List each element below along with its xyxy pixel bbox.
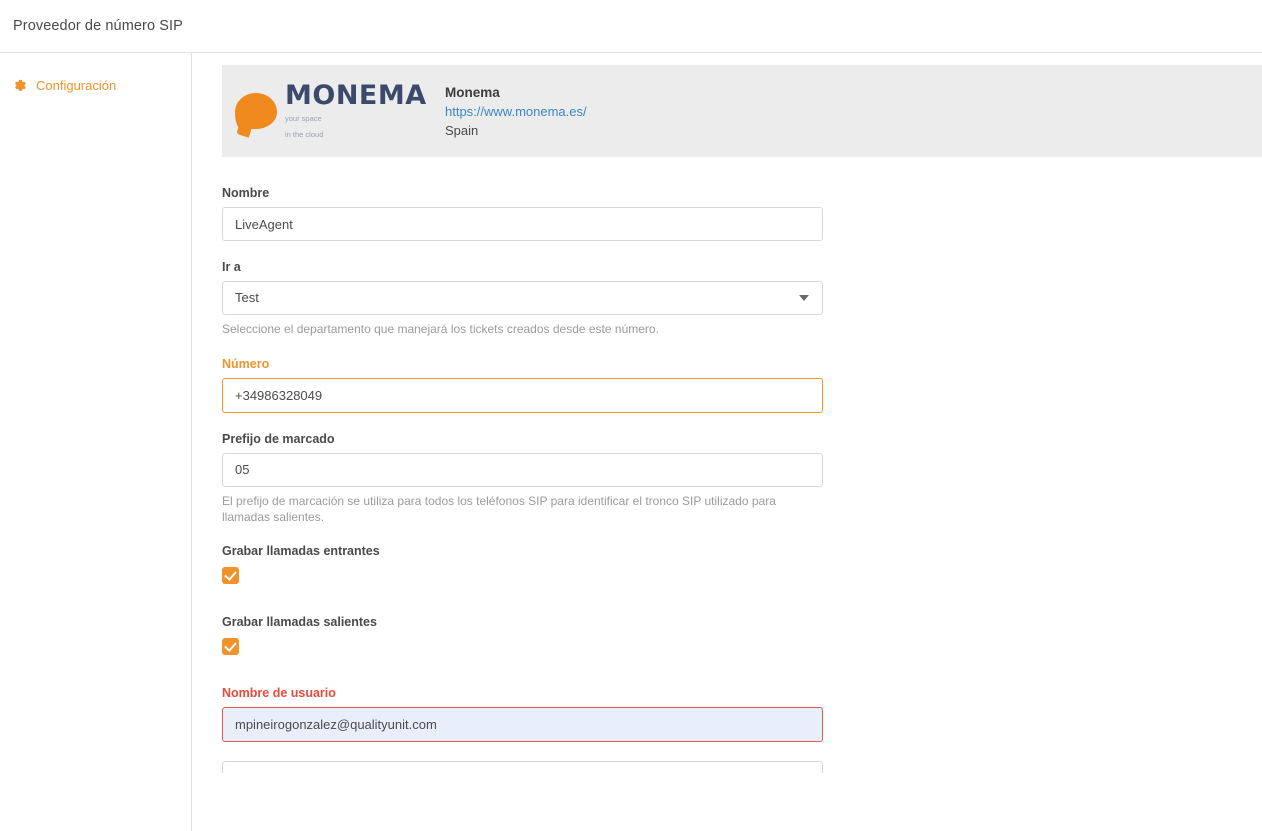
sidebar-item-label: Configuración xyxy=(36,78,117,93)
provider-country: Spain xyxy=(445,122,479,138)
label-nombre: Nombre xyxy=(222,186,270,200)
field-prefijo-marcado xyxy=(222,432,1262,526)
hint-ir-a: Seleccione el departamento que manejará los tickets creados desde este número. xyxy=(222,322,659,336)
provider-banner xyxy=(222,65,1262,157)
hint-prefijo-marcado: El prefijo de marcación se utiliza para todos los teléfonos SIP para identificar el tronco SIP utilizado para llamadas salientes. xyxy=(222,493,776,524)
label-grabar-entrantes: Grabar llamadas entrantes xyxy=(222,544,380,559)
provider-url-link[interactable]: https://www.monema.es/ xyxy=(445,103,587,119)
logo-wordmark xyxy=(285,79,431,141)
field-numero xyxy=(222,357,1262,413)
window-titlebar xyxy=(0,0,1262,53)
grabar-entrantes-checkbox[interactable] xyxy=(222,567,239,584)
provider-logo xyxy=(235,79,431,141)
ir-a-select-wrap xyxy=(222,281,823,315)
gear-icon xyxy=(12,78,27,93)
label-nombre-usuario: Nombre de usuario xyxy=(222,686,336,701)
numero-input[interactable] xyxy=(222,378,823,413)
field-ir-a xyxy=(222,260,1262,338)
label-prefijo-marcado: Prefijo de marcado xyxy=(222,431,335,446)
content-pane xyxy=(192,53,1262,831)
logo-tagline xyxy=(285,114,323,139)
ir-a-select[interactable]: Test xyxy=(222,281,823,315)
logo-name: MONEMA xyxy=(285,79,427,111)
field-grabar-entrantes xyxy=(222,544,1262,589)
speech-bubble-icon xyxy=(235,93,277,129)
label-numero: Número xyxy=(222,356,270,371)
next-field-partial xyxy=(222,761,823,773)
nombre-input[interactable] xyxy=(222,207,823,241)
provider-name: Monema xyxy=(445,84,500,100)
logo-tagline-line2: in the cloud xyxy=(285,129,324,139)
label-grabar-salientes: Grabar llamadas salientes xyxy=(222,615,377,630)
sidebar-item-configuracion[interactable] xyxy=(0,69,191,102)
sip-number-form xyxy=(192,186,1262,773)
prefijo-marcado-input[interactable] xyxy=(222,453,823,487)
logo-tagline-line1: your space xyxy=(285,113,322,123)
label-ir-a: Ir a xyxy=(222,260,241,274)
main-body xyxy=(0,53,1262,831)
grabar-salientes-checkbox[interactable] xyxy=(222,638,239,655)
nombre-usuario-input[interactable] xyxy=(222,707,823,742)
page-title: Proveedor de número SIP xyxy=(13,18,183,34)
field-grabar-salientes xyxy=(222,615,1262,660)
field-nombre-usuario xyxy=(222,686,1262,742)
provider-info xyxy=(445,85,587,138)
sidebar xyxy=(0,53,192,831)
field-nombre xyxy=(222,186,1262,241)
